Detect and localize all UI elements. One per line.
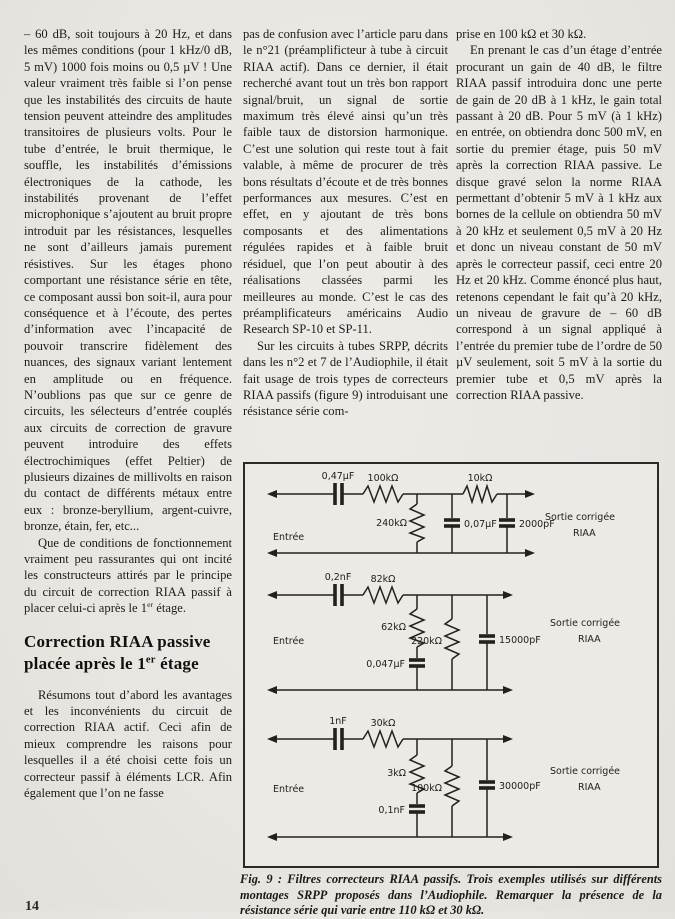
series-resistor-symbol [363,486,403,502]
paragraph: Résumons tout d’abord les avantages et les inconvénients du circuit de correction RIAA actif. Ceci afin de mieux comprendre les raisons pour lesquelles il a été choisi cette fois un correcteur passif à éléments LCR. Afin également que l’on ne fasse [24,687,232,801]
shunt-resistor-symbol [445,766,459,806]
wire-arrow-icon [503,833,513,841]
capacitor-value-label: 0,07µF [464,519,497,530]
figure-9-box [243,462,659,868]
capacitor-value-label: 0,1nF [378,805,405,816]
section-heading [24,631,232,675]
circuit-1-schematic [245,464,661,564]
ordinal-superscript: er [147,600,154,610]
output-label: Sortie corrigée [550,766,621,777]
shunt-resistor-symbol [410,504,424,542]
resistor-value-label: 10kΩ [467,473,493,484]
shunt-resistor-symbol [445,619,459,659]
output-label: Sortie corrigée [545,512,616,523]
wire-arrow-icon [267,686,277,694]
wire-arrow-icon [267,591,277,599]
paragraph [24,535,232,617]
wire-arrow-icon [267,549,277,557]
resistor-value-label: 30kΩ [370,718,396,729]
figure-caption: Fig. 9 : Filtres correcteurs RIAA passifs. Trois exemples utilisés sur différents montages SRPP proposés dans l’Audiophile. Remarquer la présence de la résistance série qui varie entre 110 kΩ et 30 kΩ. [240,872,662,917]
wire-arrow-icon [503,591,513,599]
wire-arrow-icon [503,735,513,743]
text-column-2 [243,26,448,420]
series-resistor-symbol [363,587,403,603]
wire-arrow-icon [267,735,277,743]
capacitor-value-label: 2000pF [519,519,555,530]
capacitor-value-label: 0,2nF [324,572,352,583]
input-label: Entrée [273,784,305,795]
paragraph: – 60 dB, soit toujours à 20 Hz, et dans les mêmes conditions (pour 1 kHz/0 dB, 5 mV) 1000 fois moins ou 0,5 µV ! Une valeur vraiment très faible si l’on pense que les instabilités des circuits de haute tension peuvent atteindre des amplitudes transitoires de plusieurs volts. Pour le tube d’entrée, le bruit thermique, le souffle, les instabilités d’émissions électroniques de la cathode, les instabilités provenant de l’effet microphonique s’ajoutent au bruit propre introduit par les résistances, lesquelles ne sont d’ailleurs jamais purement résistives. Sur les étages phono comportant une résistance série en tête, ce composant aussi bon soit-il, aura pour conséquence et à l’écoute, des pertes d’information avec l’incapacité de pouvoir transcrire fidèlement des nuances, des signaux variant lentement en amplitude ou en fréquence. N’oublions pas que sur ce genre de circuits, les sélecteurs d’entrée couplés aux circuits de correction de gravure peuvent introduire des effets électrochimiques (effet Peltier) de plusieurs dizaines de millivolts en raison du contact de différents métaux entre eux : bronze-beryllium, argent-cuivre, bronze, étain, fer, etc... [24,27,232,534]
series-resistor-symbol [463,486,497,502]
paragraph: En prenant le cas d’un étage d’entrée procurant un gain de 40 dB, le filtre RIAA passif introduira donc une perte de gain de 20 dB à 1 kHz, le gain total passant à 20 dB. Pour 5 mV (à 1 kHz) en entrée, on obtiendra donc 500 mV, en sortie du premier étage, puis 50 mV après la correction RIAA passive. Le disque gravé selon la norme RIAA permettant d’obtenir 5 mV à 1 kHz aux bornes de la cellule on obtiendra 50 mV à 20 kHz et seulement 0,5 mV à 20 Hz et donc un niveau constant de 50 mV après le correcteur passif, ceci entre 20 Hz et 20 kHz. Comme énoncé plus haut, retenons cependant le fait qu’à 20 kHz, un niveau de gravure de – 60 dB correspond à un signal appliqué à l’entrée du premier tube de l’ordre de 50 µV seulement, soit 5 mV à la sortie du premier tube et 0,5 mV après la correction RIAA passive. [456,43,662,402]
ordinal-superscript: er [145,653,156,665]
resistor-value-label: 82kΩ [370,574,396,585]
heading-text: étage [155,653,199,673]
input-label: Entrée [273,636,305,647]
output-label: RIAA [573,528,596,539]
text-column-1 [24,26,232,801]
paragraph: pas de confusion avec l’article paru dans le n°21 (préamplificteur à tube à circuit RIAA actif). Dans ce dernier, il était recherché avant tout un très bon rapport signal/bruit, un signal de sortie maximum très élevé ainsi qu’un très faible taux de distorsion harmonique. C’est une solution qui reste tout à fait valable, à même de procurer de très bons résultats d’écoute et de très bonnes performances aux mesures. C’est en effet, en y ajoutant de très bons composants et des alimentations régulées rapides et à faible bruit résiduel, que l’on peut aboutir à des réalisations classées parmi les meilleures au monde. C’est le cas des préamplificateurs américains Audio Research SP-10 et SP-11. [243,27,448,337]
heading-text: Correction RIAA passive placée après le 1 [24,631,211,673]
wire-arrow-icon [267,833,277,841]
capacitor-value-label: 1nF [329,716,347,727]
resistor-value-label: 3kΩ [387,768,406,779]
output-label: Sortie corrigée [550,618,621,629]
capacitor-value-label: 0,47µF [321,471,355,482]
circuit-diagram-3 [245,708,661,846]
wire-arrow-icon [503,686,513,694]
circuit-diagram-2 [245,564,661,708]
wire-arrow-icon [267,490,277,498]
circuit-3-schematic [245,708,661,846]
paragraph-text: étage. [153,601,187,616]
capacitor-value-label: 0,047µF [366,659,405,670]
resistor-value-label: 100kΩ [411,783,442,794]
resistor-value-label: 240kΩ [376,518,407,529]
resistor-value-label: 62kΩ [381,622,406,633]
input-label: Entrée [273,532,305,543]
capacitor-value-label: 15000pF [499,635,541,646]
capacitor-value-label: 30000pF [499,781,541,792]
resistor-value-label: 100kΩ [367,473,399,484]
wire-arrow-icon [525,549,535,557]
paragraph-text: Que de conditions de fonctionnement vraiment peu rassurantes qui ont incité les constructeurs attirés par le principe du circuit de correction RIAA passif à placer celui-ci après le 1 [24,535,232,616]
paragraph: Sur les circuits à tubes SRPP, décrits dans les n°2 et 7 de l’Audiophile, il était fait usage de trois types de correcteurs RIAA passifs (figure 9) introduisant une résistance série com- [243,338,448,419]
text-column-3 [456,26,662,403]
wire-arrow-icon [525,490,535,498]
output-label: RIAA [578,634,601,645]
circuit-2-schematic [245,564,661,708]
series-resistor-symbol [363,731,403,747]
output-label: RIAA [578,782,601,793]
circuit-diagram-1 [245,464,661,564]
paragraph: prise en 100 kΩ et 30 kΩ. [456,27,587,41]
resistor-value-label: 220kΩ [411,636,442,647]
page-number: 14 [25,899,39,914]
